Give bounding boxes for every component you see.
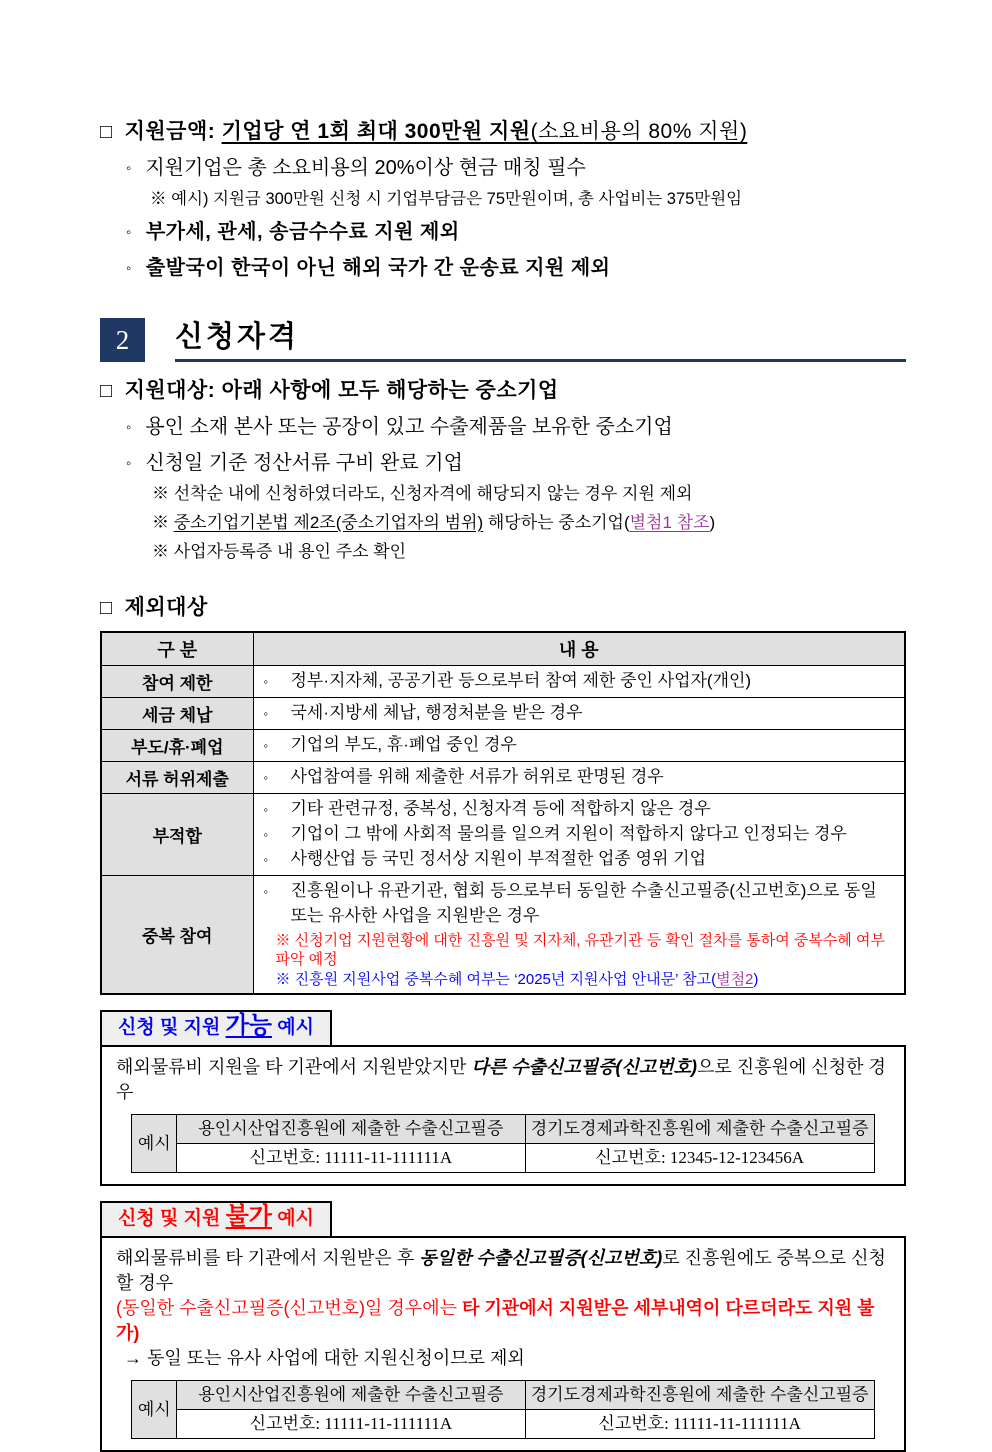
exclusion-row-label: 서류 허위제출 — [101, 762, 253, 794]
square-bullet-icon: □ — [100, 597, 113, 619]
table-row — [132, 1144, 874, 1173]
circle-bullet-icon: ◦ — [126, 455, 132, 472]
example-col2-value: 신고번호: 11111-11-111111A — [525, 1410, 874, 1439]
circle-bullet-icon: ◦ — [263, 674, 269, 689]
table-row — [132, 1410, 874, 1439]
eligibility-heading — [100, 377, 906, 405]
eligibility-bullet-documents-text: 신청일 기준 정산서류 구비 완료 기업 — [145, 452, 463, 474]
exclusion-item-text: 진흥원이나 유관기관, 협회 등으로부터 동일한 수출신고필증(신고번호)으로 동일 또는 유사한 사업을 지원받은 경우 — [290, 881, 877, 925]
exclusion-row-content — [253, 762, 905, 794]
circle-bullet-icon: ◦ — [263, 706, 269, 721]
exclusion-row-label: 부도/휴·폐업 — [101, 730, 253, 762]
circle-bullet-icon: ◦ — [263, 802, 269, 817]
example-possible-desc-emphasis: 다른 수출신고필증(신고번호) — [471, 1057, 698, 1077]
exclusion-row-label: 세금 체납 — [101, 698, 253, 730]
example-impossible-line1-emphasis: 동일한 수출신고필증(신고번호) — [419, 1248, 663, 1268]
exclusion-item-text: 기업이 그 밖에 사회적 물의를 일으켜 지원이 적합하지 않다고 인정되는 경우 — [290, 824, 847, 843]
example-row-label: 예시 — [132, 1115, 177, 1173]
support-amount-label: 지원금액: — [124, 120, 216, 143]
exclusion-row-content — [253, 666, 905, 698]
example-col1-value: 신고번호: 11111-11-111111A — [177, 1410, 526, 1439]
eligibility-note-2-law: 중소기업기본법 제2조(중소기업자의 범위) — [173, 513, 484, 532]
support-amount-heading — [100, 118, 906, 146]
table-row — [101, 794, 905, 876]
duplicate-check-blue-note-post: ) — [753, 971, 759, 988]
section-2-header — [100, 318, 906, 362]
exclusion-heading — [100, 594, 906, 622]
eligibility-bullet-location — [126, 414, 906, 441]
example-impossible-line2-pre: (동일한 수출신고필증(신고번호)일 경우에는 — [116, 1298, 462, 1318]
eligibility-heading-text: 지원대상: 아래 사항에 모두 해당하는 중소기업 — [124, 379, 559, 402]
example-row-label: 예시 — [132, 1381, 177, 1439]
example-impossible-tab-post: 예시 — [271, 1208, 314, 1229]
table-row — [132, 1381, 874, 1410]
example-col1-header: 용인시산업진흥원에 제출한 수출신고필증 — [177, 1381, 526, 1410]
circle-bullet-icon: ◦ — [263, 738, 269, 753]
table-row — [101, 730, 905, 762]
exclusion-table — [100, 631, 906, 995]
example-col1-header: 용인시산업진흥원에 제출한 수출신고필증 — [177, 1115, 526, 1144]
exclusion-row-label: 참여 제한 — [101, 666, 253, 698]
table-row — [132, 1115, 874, 1144]
eligibility-bullet-location-text: 용인 소재 본사 또는 공장이 있고 수출제품을 보유한 중소기업 — [145, 416, 673, 438]
example-impossible-line1 — [116, 1246, 890, 1296]
example-col2-header: 경기도경제과학진흥원에 제출한 수출신고필증 — [525, 1381, 874, 1410]
exclusion-item-text: 사업참여를 위해 제출한 서류가 허위로 판명된 경우 — [290, 767, 664, 786]
circle-bullet-icon: ◦ — [263, 852, 269, 867]
eligibility-bullet-documents — [126, 450, 906, 477]
support-amount-value-detail: (소요비용의 80% 지원) — [530, 120, 748, 143]
example-possible-desc-post: 으로 진흥원에 신청한 경우 — [116, 1057, 886, 1102]
support-bullet-matching-text: 지원기업은 총 소요비용의 20%이상 현금 매칭 필수 — [145, 157, 586, 179]
example-impossible-line1-pre: 해외물류비를 타 기관에서 지원받은 후 — [116, 1248, 420, 1268]
eligibility-note-3: ※ 사업자등록증 내 용인 주소 확인 — [152, 542, 407, 561]
exclusion-heading-text: 제외대상 — [124, 596, 208, 619]
exclusion-row-content — [253, 730, 905, 762]
example-col2-header: 경기도경제과학진흥원에 제출한 수출신고필증 — [525, 1115, 874, 1144]
example-possible-tab-pre: 신청 및 지원 — [118, 1017, 226, 1038]
duplicate-check-blue-note — [276, 970, 895, 989]
exclusion-item-text: 기업의 부도, 휴·폐업 중인 경우 — [290, 735, 517, 754]
example-possible-desc-pre: 해외물류비 지원을 타 기관에서 지원받았지만 — [116, 1057, 472, 1077]
eligibility-note-2-post: ) — [709, 513, 716, 532]
circle-bullet-icon: ◦ — [263, 770, 269, 785]
exclusion-item-text: 사행산업 등 국민 정서상 지원이 부적절한 업종 영위 기업 — [290, 849, 706, 868]
eligibility-note-2-mid: 해당하는 중소기업( — [483, 513, 630, 532]
exclusion-item-text: 기타 관련규정, 중복성, 신청자격 등에 적합하지 않은 경우 — [290, 799, 711, 818]
exclusion-item-text: 국세·지방세 체납, 행정처분을 받은 경우 — [290, 703, 583, 722]
example-impossible-line2-bold: 타 기관에서 지원받은 세부내역이 다르더라도 지원 불가) — [116, 1298, 875, 1343]
example-impossible-tab-pre: 신청 및 지원 — [118, 1208, 226, 1229]
table-row — [101, 876, 905, 995]
duplicate-check-red-note: ※ 신청기업 지원현황에 대한 진흥원 및 지자체, 유관기관 등 확인 절차를 통하여 중복수혜 여부 파악 예정 — [275, 932, 885, 968]
example-impossible-line1-post: 로 진흥원에도 중복으로 신청할 경우 — [116, 1248, 886, 1293]
exclusion-col-header-content: 내 용 — [253, 632, 905, 666]
exclusion-item — [264, 879, 895, 928]
document-content — [100, 118, 906, 1452]
exclusion-item — [264, 669, 895, 694]
support-bullet-vat — [126, 219, 906, 246]
support-bullet-shipping — [126, 255, 906, 282]
exclusion-item — [264, 701, 895, 726]
exclusion-item — [264, 765, 895, 790]
example-impossible-tab — [100, 1201, 332, 1238]
section-title: 신청자격 — [175, 321, 300, 353]
example-col2-value: 신고번호: 12345-12-123456A — [525, 1144, 874, 1173]
example-possible-tab — [100, 1010, 332, 1047]
exclusion-row-content — [253, 876, 905, 995]
example-possible-tab-post: 예시 — [271, 1017, 314, 1038]
example-possible-tab-emphasis: 가능 — [225, 1012, 272, 1039]
circle-bullet-icon: ◦ — [263, 884, 269, 899]
exclusion-row-content — [253, 698, 905, 730]
section-number-badge: 2 — [100, 318, 145, 362]
circle-bullet-icon: ◦ — [126, 260, 132, 277]
exclusion-row-label: 부적합 — [101, 794, 253, 876]
exclusion-row-label: 중복 참여 — [101, 876, 253, 995]
circle-bullet-icon: ◦ — [263, 827, 269, 842]
attachment-2-link[interactable]: 별첨2 — [716, 971, 754, 988]
example-possible-description — [116, 1055, 890, 1105]
eligibility-note-2 — [152, 511, 906, 535]
example-impossible-box — [100, 1236, 906, 1452]
table-row — [101, 762, 905, 794]
square-bullet-icon: □ — [100, 121, 113, 143]
example-possible-table — [131, 1114, 874, 1173]
circle-bullet-icon: ◦ — [126, 419, 132, 436]
eligibility-note-1: ※ 선착순 내에 신청하였더라도, 신청자격에 해당되지 않는 경우 지원 제외 — [152, 484, 693, 503]
circle-bullet-icon: ◦ — [126, 160, 132, 177]
example-impossible-line2 — [116, 1296, 890, 1346]
table-row — [101, 698, 905, 730]
ref-mark: ※ — [152, 513, 174, 532]
support-bullet-vat-text: 부가세, 관세, 송금수수료 지원 제외 — [145, 221, 460, 243]
example-col1-value: 신고번호: 11111-11-111111A — [177, 1144, 526, 1173]
circle-bullet-icon: ◦ — [126, 224, 132, 241]
support-bullet-shipping-text: 출발국이 한국이 아닌 해외 국가 간 운송료 지원 제외 — [145, 257, 611, 279]
support-amount-value: 기업당 연 1회 최대 300만원 지원 — [221, 120, 531, 143]
exclusion-item-text: 정부·지자체, 공공기관 등으로부터 참여 제한 중인 사업자(개인) — [290, 671, 752, 690]
exclusion-table-header-row — [101, 632, 905, 666]
square-bullet-icon: □ — [100, 380, 113, 402]
table-row — [101, 666, 905, 698]
example-impossible-table — [131, 1380, 874, 1439]
exclusion-item — [264, 797, 895, 822]
exclusion-item — [264, 733, 895, 758]
exclusion-item — [264, 822, 895, 847]
attachment-1-link[interactable]: 별첨1 참조 — [629, 513, 710, 532]
exclusion-col-header-category: 구 분 — [101, 632, 253, 666]
section-title-rule — [175, 318, 906, 362]
exclusion-item — [264, 847, 895, 872]
example-impossible-tab-emphasis: 불가 — [225, 1203, 272, 1230]
example-impossible-line3: → 동일 또는 유사 사업에 대한 지원신청이므로 제외 — [124, 1348, 525, 1368]
exclusion-row-content — [253, 794, 905, 876]
support-example-note: ※ 예시) 지원금 300만원 신청 시 기업부담금은 75만원이며, 총 사업비는 375만원임 — [150, 190, 743, 208]
example-possible-box — [100, 1045, 906, 1186]
duplicate-check-blue-note-text: ※ 진흥원 지원사업 중복수혜 여부는 ‘2025년 지원사업 안내문’ 참고( — [275, 971, 717, 988]
support-bullet-matching — [126, 155, 906, 182]
